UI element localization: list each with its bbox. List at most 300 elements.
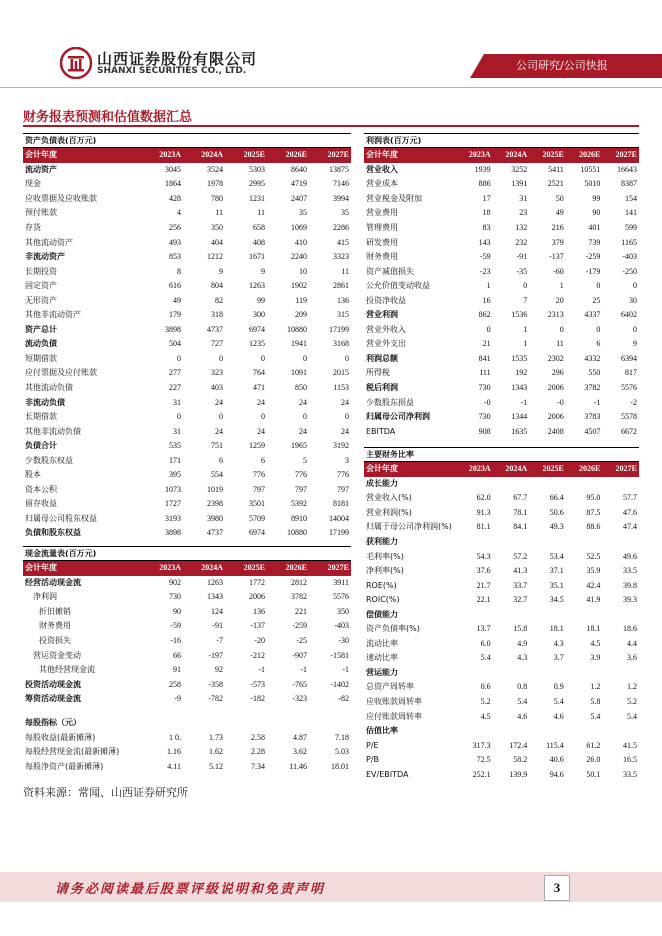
company-name-en: SHANXI SECURITIES CO., LTD.	[97, 66, 247, 76]
cell-value	[566, 724, 603, 739]
cell-value: 40.6	[549, 755, 564, 765]
table-row	[364, 264, 639, 279]
cell-value: 3782	[584, 383, 601, 393]
cell-value: 31	[519, 193, 528, 203]
table-row	[364, 250, 639, 265]
row-label: 少数股东权益	[25, 455, 73, 465]
cell-value: 57.2	[513, 551, 528, 561]
table-row	[23, 293, 351, 308]
column-header-year: 2025E	[225, 148, 267, 163]
table-row	[23, 235, 351, 250]
cell-value: 318	[211, 310, 223, 320]
cell-value	[456, 535, 493, 550]
table-row	[364, 535, 639, 550]
cell-value: 111	[479, 368, 491, 378]
table-row	[23, 206, 351, 221]
cell-value: 21.7	[476, 580, 491, 590]
cell-value: 49.3	[549, 522, 564, 532]
cell-value: 47.4	[623, 522, 637, 532]
cell-value: 119	[295, 295, 307, 305]
cell-value: 24	[341, 397, 349, 407]
cell-value: 6	[219, 455, 223, 465]
cell-value: 3252	[511, 164, 528, 174]
report-type-ribbon: 公司研究/公司快报	[484, 54, 662, 78]
cell-value: 11	[257, 208, 265, 218]
cell-value: 1635	[511, 426, 528, 436]
table-row	[23, 576, 351, 591]
table-row	[364, 753, 639, 768]
cell-value: 139.9	[509, 769, 528, 779]
row-label: 归属母公司股东权益	[25, 513, 97, 523]
column-header-year: 2023A	[456, 148, 493, 163]
cell-value: 35.9	[586, 566, 601, 576]
cell-value: 20	[555, 295, 564, 305]
cell-value: 0	[345, 412, 349, 422]
cell-value: 797	[295, 484, 307, 494]
cell-value: 5.4	[480, 653, 491, 663]
table-row	[23, 163, 351, 178]
cell-value: 1536	[511, 310, 528, 320]
cell-value: 8387	[621, 179, 637, 189]
table-row	[23, 424, 351, 439]
row-label: 流动负债	[25, 339, 57, 349]
cell-value: 776	[337, 470, 349, 480]
table-row	[364, 352, 639, 367]
row-label: 无形资产	[25, 295, 57, 305]
row-label: 其他流动负债	[25, 383, 73, 393]
cell-value: 404	[211, 237, 223, 247]
table-row	[23, 192, 351, 207]
cell-value: 49.6	[623, 551, 637, 561]
cell-value: 1864	[165, 179, 181, 189]
cell-value: 33.5	[623, 769, 637, 779]
cell-value	[602, 477, 639, 492]
cell-value: -907	[292, 650, 307, 660]
table-row	[23, 512, 351, 527]
cell-value	[566, 535, 603, 550]
cell-value	[456, 477, 493, 492]
cell-value	[456, 607, 493, 622]
cell-value: 16643	[617, 164, 637, 174]
cell-value: 0	[596, 281, 601, 291]
cell-value: 0.6	[480, 682, 491, 692]
cell-value: -91	[516, 252, 528, 262]
cell-value: 66.4	[549, 493, 564, 503]
table-row	[364, 549, 639, 564]
cell-value: 8640	[291, 164, 307, 174]
cell-value: 5.4	[553, 697, 564, 707]
row-label: 总资产周转率	[366, 682, 414, 692]
cell-value: -137	[250, 621, 265, 631]
cash-flow-table	[23, 546, 351, 706]
cell-value: 31	[173, 397, 181, 407]
cell-value: 428	[169, 193, 181, 203]
cell-value	[529, 666, 566, 681]
row-label: 固定资产	[25, 281, 57, 291]
cell-value: 34.5	[549, 595, 564, 605]
row-label: 应付账款周转率	[366, 711, 422, 721]
cell-value: 3501	[249, 499, 265, 509]
row-label: P/E	[366, 740, 379, 750]
cell-value: 841	[478, 353, 491, 363]
cell-value: 8	[177, 266, 181, 276]
shanxi-securities-logo-icon	[60, 47, 92, 79]
table-row	[23, 337, 351, 352]
table-row	[23, 760, 351, 775]
cell-value: 1671	[249, 252, 265, 262]
cell-value: 21	[482, 339, 491, 349]
column-header-year: 2027E	[602, 148, 639, 163]
cell-value: -35	[516, 266, 528, 276]
cell-value: 5578	[621, 412, 637, 422]
cell-value: 493	[169, 237, 181, 247]
column-header-year: 2027E	[309, 148, 351, 163]
cell-value: 3782	[291, 592, 307, 602]
cell-value: -59	[170, 621, 181, 631]
cell-value: 0	[303, 353, 307, 363]
table-row	[364, 477, 639, 492]
table-row	[364, 738, 639, 753]
cell-value: 296	[551, 368, 564, 378]
row-label: 投资损失	[39, 636, 71, 645]
cell-value: 52.5	[586, 551, 601, 561]
row-label: 获利能力	[366, 537, 398, 546]
cell-value: 6	[596, 339, 601, 349]
cell-value: 1.62	[209, 747, 223, 757]
table-row	[364, 337, 639, 352]
row-label: 净利润	[33, 592, 57, 602]
row-label: 非流动资产	[25, 252, 65, 262]
row-label: 营运资金变动	[33, 650, 81, 660]
cell-value: 0	[261, 412, 265, 422]
cell-value: -137	[549, 252, 564, 262]
row-label: 所得税	[366, 368, 390, 378]
column-header-year: 2027E	[309, 561, 351, 576]
column-header-year: 2026E	[566, 462, 603, 477]
cell-value: 2302	[547, 353, 564, 363]
cell-value	[493, 535, 530, 550]
cell-value: 3980	[207, 513, 223, 523]
cell-value: 4737	[207, 324, 223, 334]
table-row	[23, 453, 351, 468]
empty-cell	[225, 716, 267, 731]
disclaimer-link[interactable]: 请务必阅读最后股票评级说明和免责声明	[55, 882, 326, 897]
cell-value: 3193	[165, 513, 181, 523]
cell-value: 471	[253, 383, 265, 393]
company-name-cn: 山西证券股份有限公司	[97, 50, 258, 68]
cell-value: 136	[337, 295, 349, 305]
cell-value: 2.28	[251, 747, 265, 757]
table-row	[364, 235, 639, 250]
cell-value	[602, 666, 639, 681]
row-label: 负债合计	[25, 441, 57, 451]
cell-value: 1212	[207, 252, 223, 262]
row-label: 估值比率	[366, 726, 398, 736]
cell-value: 5303	[249, 164, 265, 174]
cell-value: 10880	[287, 324, 307, 334]
cell-value: 1.16	[167, 747, 181, 757]
row-label: ROE(%)	[366, 580, 397, 590]
cell-value: 141	[625, 208, 637, 218]
row-label: 净利率(%)	[366, 566, 404, 576]
cell-value: 817	[625, 368, 637, 378]
cell-value: 232	[515, 237, 528, 247]
cell-value: 41.5	[623, 740, 637, 750]
cell-value: 24	[299, 397, 307, 407]
column-header-year: 2025E	[529, 148, 566, 163]
cell-value: 2407	[291, 193, 307, 203]
cell-value: 535	[169, 441, 181, 451]
table-row	[23, 366, 351, 381]
cell-value: 730	[478, 383, 491, 393]
cell-value: 132	[515, 223, 528, 232]
cell-value: 5.03	[335, 747, 349, 757]
row-label: 留存收益	[25, 499, 57, 509]
cell-value: -60	[553, 266, 564, 276]
cell-value: 39.8	[623, 580, 637, 590]
cell-value: 35	[299, 208, 307, 218]
cell-value: 1.2	[627, 682, 637, 692]
cell-value: 797	[337, 484, 349, 494]
row-label: 财务费用	[366, 252, 398, 262]
cell-value: 37.1	[549, 566, 564, 576]
financial-ratios-table	[364, 447, 639, 782]
cell-value: 2861	[333, 281, 349, 291]
row-label: 经营活动现金流	[25, 577, 81, 587]
cell-value: 53.4	[549, 551, 564, 561]
cell-value: 4507	[584, 426, 601, 436]
cell-value: 0	[219, 353, 223, 363]
row-label: 非流动负债	[25, 397, 65, 407]
cell-value: 4332	[584, 353, 601, 363]
table-row	[364, 279, 639, 294]
cell-value: 6974	[249, 528, 265, 538]
cell-value: 11	[341, 266, 349, 276]
cell-value: 3.9	[590, 653, 601, 663]
cell-value: 658	[253, 223, 265, 232]
cell-value: 401	[588, 223, 601, 232]
cell-value: 4.87	[293, 732, 307, 742]
balance-sheet-table	[23, 133, 351, 541]
cell-value: 3323	[333, 252, 349, 262]
cell-value: 26.0	[586, 755, 601, 765]
cell-value: 0	[633, 324, 637, 334]
cell-value: 410	[295, 237, 307, 247]
table-row	[23, 410, 351, 425]
cell-value: -259	[292, 621, 307, 631]
cell-value: 91.3	[476, 507, 491, 517]
cell-value	[529, 477, 566, 492]
row-label: 应收票据及应收账款	[25, 193, 97, 203]
row-label: 流动比率	[366, 638, 398, 648]
cell-value: 1343	[207, 592, 223, 602]
row-label: 股本	[25, 470, 41, 480]
cell-value: 90	[592, 208, 601, 218]
table-row	[23, 692, 351, 707]
cell-value: 49	[555, 208, 564, 218]
cell-value: -403	[622, 252, 637, 262]
table-row	[364, 163, 639, 178]
cell-value: 2995	[249, 179, 265, 189]
cell-value: 5392	[291, 499, 307, 509]
row-label: 应付票据及应付账款	[25, 368, 97, 378]
income-statement-title: 利润表(百万元)	[364, 133, 639, 148]
cell-value: 0	[559, 324, 564, 334]
cell-value: 41.9	[586, 595, 601, 605]
cell-value: 1165	[621, 237, 637, 247]
cell-value: -573	[250, 679, 265, 689]
cell-value: 350	[211, 223, 223, 232]
cell-value: 172.4	[509, 740, 528, 750]
cell-value: 4.3	[517, 653, 528, 663]
cell-value: 221	[295, 606, 307, 616]
cell-value: 33.7	[513, 580, 528, 590]
empty-cell	[183, 716, 225, 731]
cell-value: 4737	[207, 528, 223, 538]
cell-value: 30	[629, 295, 637, 305]
table-row	[364, 564, 639, 579]
cell-value: 4337	[584, 310, 601, 320]
cell-value: 66	[173, 650, 181, 660]
cell-value: 39.3	[623, 595, 637, 605]
cell-value: 350	[337, 606, 349, 616]
table-row	[23, 468, 351, 483]
cell-value: 209	[295, 310, 307, 320]
cell-value: 395	[169, 470, 181, 480]
cell-value: 1073	[165, 484, 181, 494]
cell-value: 3911	[333, 577, 349, 587]
cell-value: 2240	[291, 252, 307, 262]
cell-value: 49	[173, 295, 181, 305]
cell-value	[529, 535, 566, 550]
cell-value: 3783	[584, 412, 601, 422]
cell-value: 764	[253, 368, 265, 378]
cell-value: 256	[169, 223, 181, 232]
row-label: P/B	[366, 755, 380, 765]
table-row	[23, 663, 351, 678]
cell-value: 1344	[511, 412, 528, 422]
table-row	[23, 250, 351, 265]
table-row	[364, 695, 639, 710]
cell-value: 18	[482, 208, 491, 218]
page-number: 3	[544, 875, 570, 901]
cell-value: -1	[520, 397, 528, 407]
row-label: 现金	[25, 179, 41, 189]
cell-value: 0	[219, 412, 223, 422]
cell-value: 78.1	[513, 507, 528, 517]
row-label: 每股经营现金流(最新摊薄)	[25, 747, 120, 757]
cell-value: 92	[215, 665, 223, 675]
cell-value: 5010	[584, 179, 601, 189]
cell-value: 8181	[333, 499, 349, 509]
cell-value: -323	[292, 694, 307, 704]
cell-value: 0.9	[553, 682, 564, 692]
cell-value: 1902	[291, 281, 307, 291]
cell-value: 154	[625, 193, 637, 203]
cell-value: -2	[630, 397, 637, 407]
cell-value: 2.58	[251, 732, 265, 742]
cell-value: 94.6	[549, 769, 564, 779]
cell-value: 252.1	[472, 769, 491, 779]
cell-value: 300	[253, 310, 265, 320]
cell-value: 1231	[249, 193, 265, 203]
cell-value: -1581	[330, 650, 349, 660]
cell-value: 50	[555, 193, 564, 203]
source-note: 资料来源：常闻、山西证券研究所	[23, 786, 188, 799]
cell-value: 780	[211, 193, 223, 203]
cell-value: 13875	[329, 164, 349, 174]
cell-value: -212	[250, 650, 265, 660]
row-label: 每股净资产(最新摊薄)	[25, 761, 104, 771]
cell-value: 13.7	[476, 624, 491, 634]
cell-value: 9	[219, 266, 223, 276]
row-label: EV/EBITDA	[366, 769, 409, 779]
cell-value: 4.3	[553, 638, 564, 648]
table-row	[364, 578, 639, 593]
cell-value: 408	[253, 237, 265, 247]
row-label: 营业成本	[366, 179, 398, 189]
column-header-year: 2023A	[141, 148, 183, 163]
cell-value: 16.5	[623, 755, 637, 765]
cell-value: 37.6	[476, 566, 491, 576]
cell-value: -1	[342, 665, 349, 675]
cell-value	[493, 724, 530, 739]
table-row	[364, 680, 639, 695]
column-header-year: 2026E	[566, 148, 603, 163]
cell-value: 18.01	[331, 761, 349, 771]
cell-value: 50.6	[549, 507, 564, 517]
cell-value: 62.0	[476, 493, 491, 503]
cell-value: 4.4	[627, 638, 637, 648]
empty-cell	[141, 716, 183, 731]
table-row	[23, 221, 351, 236]
cell-value: 2286	[333, 223, 349, 232]
row-label: 流动资产	[25, 164, 57, 174]
row-label: 研发费用	[366, 237, 398, 247]
cell-value: 0	[523, 281, 528, 291]
financial-ratios-title: 主要财务比率	[364, 447, 639, 462]
row-label: 营运能力	[366, 667, 398, 677]
cell-value: 7.34	[251, 761, 265, 771]
cell-value: -16	[170, 636, 181, 645]
cell-value: 9	[633, 339, 637, 349]
section-title: 财务报表预测和估值数据汇总	[23, 110, 193, 125]
cell-value: 3898	[165, 528, 181, 538]
row-label: 资产总计	[25, 324, 57, 334]
cell-value: -25	[296, 636, 307, 645]
cell-value: 5576	[333, 592, 349, 602]
cell-value: -259	[585, 252, 601, 262]
cell-value	[602, 724, 639, 739]
cash-flow-title: 现金流量表(百万元)	[23, 546, 351, 561]
row-label: 营业费用	[366, 208, 398, 218]
row-label: 少数股东损益	[366, 397, 414, 407]
cell-value: 0	[596, 324, 601, 334]
per-share-grid	[23, 716, 351, 774]
row-label: 短期借款	[25, 353, 57, 363]
cell-value: 277	[169, 368, 181, 378]
cell-value: 1263	[207, 577, 223, 587]
table-row	[23, 483, 351, 498]
row-label: 营业利润(%)	[366, 507, 412, 517]
table-row	[364, 293, 639, 308]
table-row	[364, 323, 639, 338]
section-rule	[23, 125, 639, 127]
cell-value: 1941	[291, 339, 307, 349]
row-label: 营业收入(%)	[366, 493, 412, 503]
cell-value: 87.5	[586, 507, 601, 517]
cell-value: 15.8	[513, 624, 528, 634]
